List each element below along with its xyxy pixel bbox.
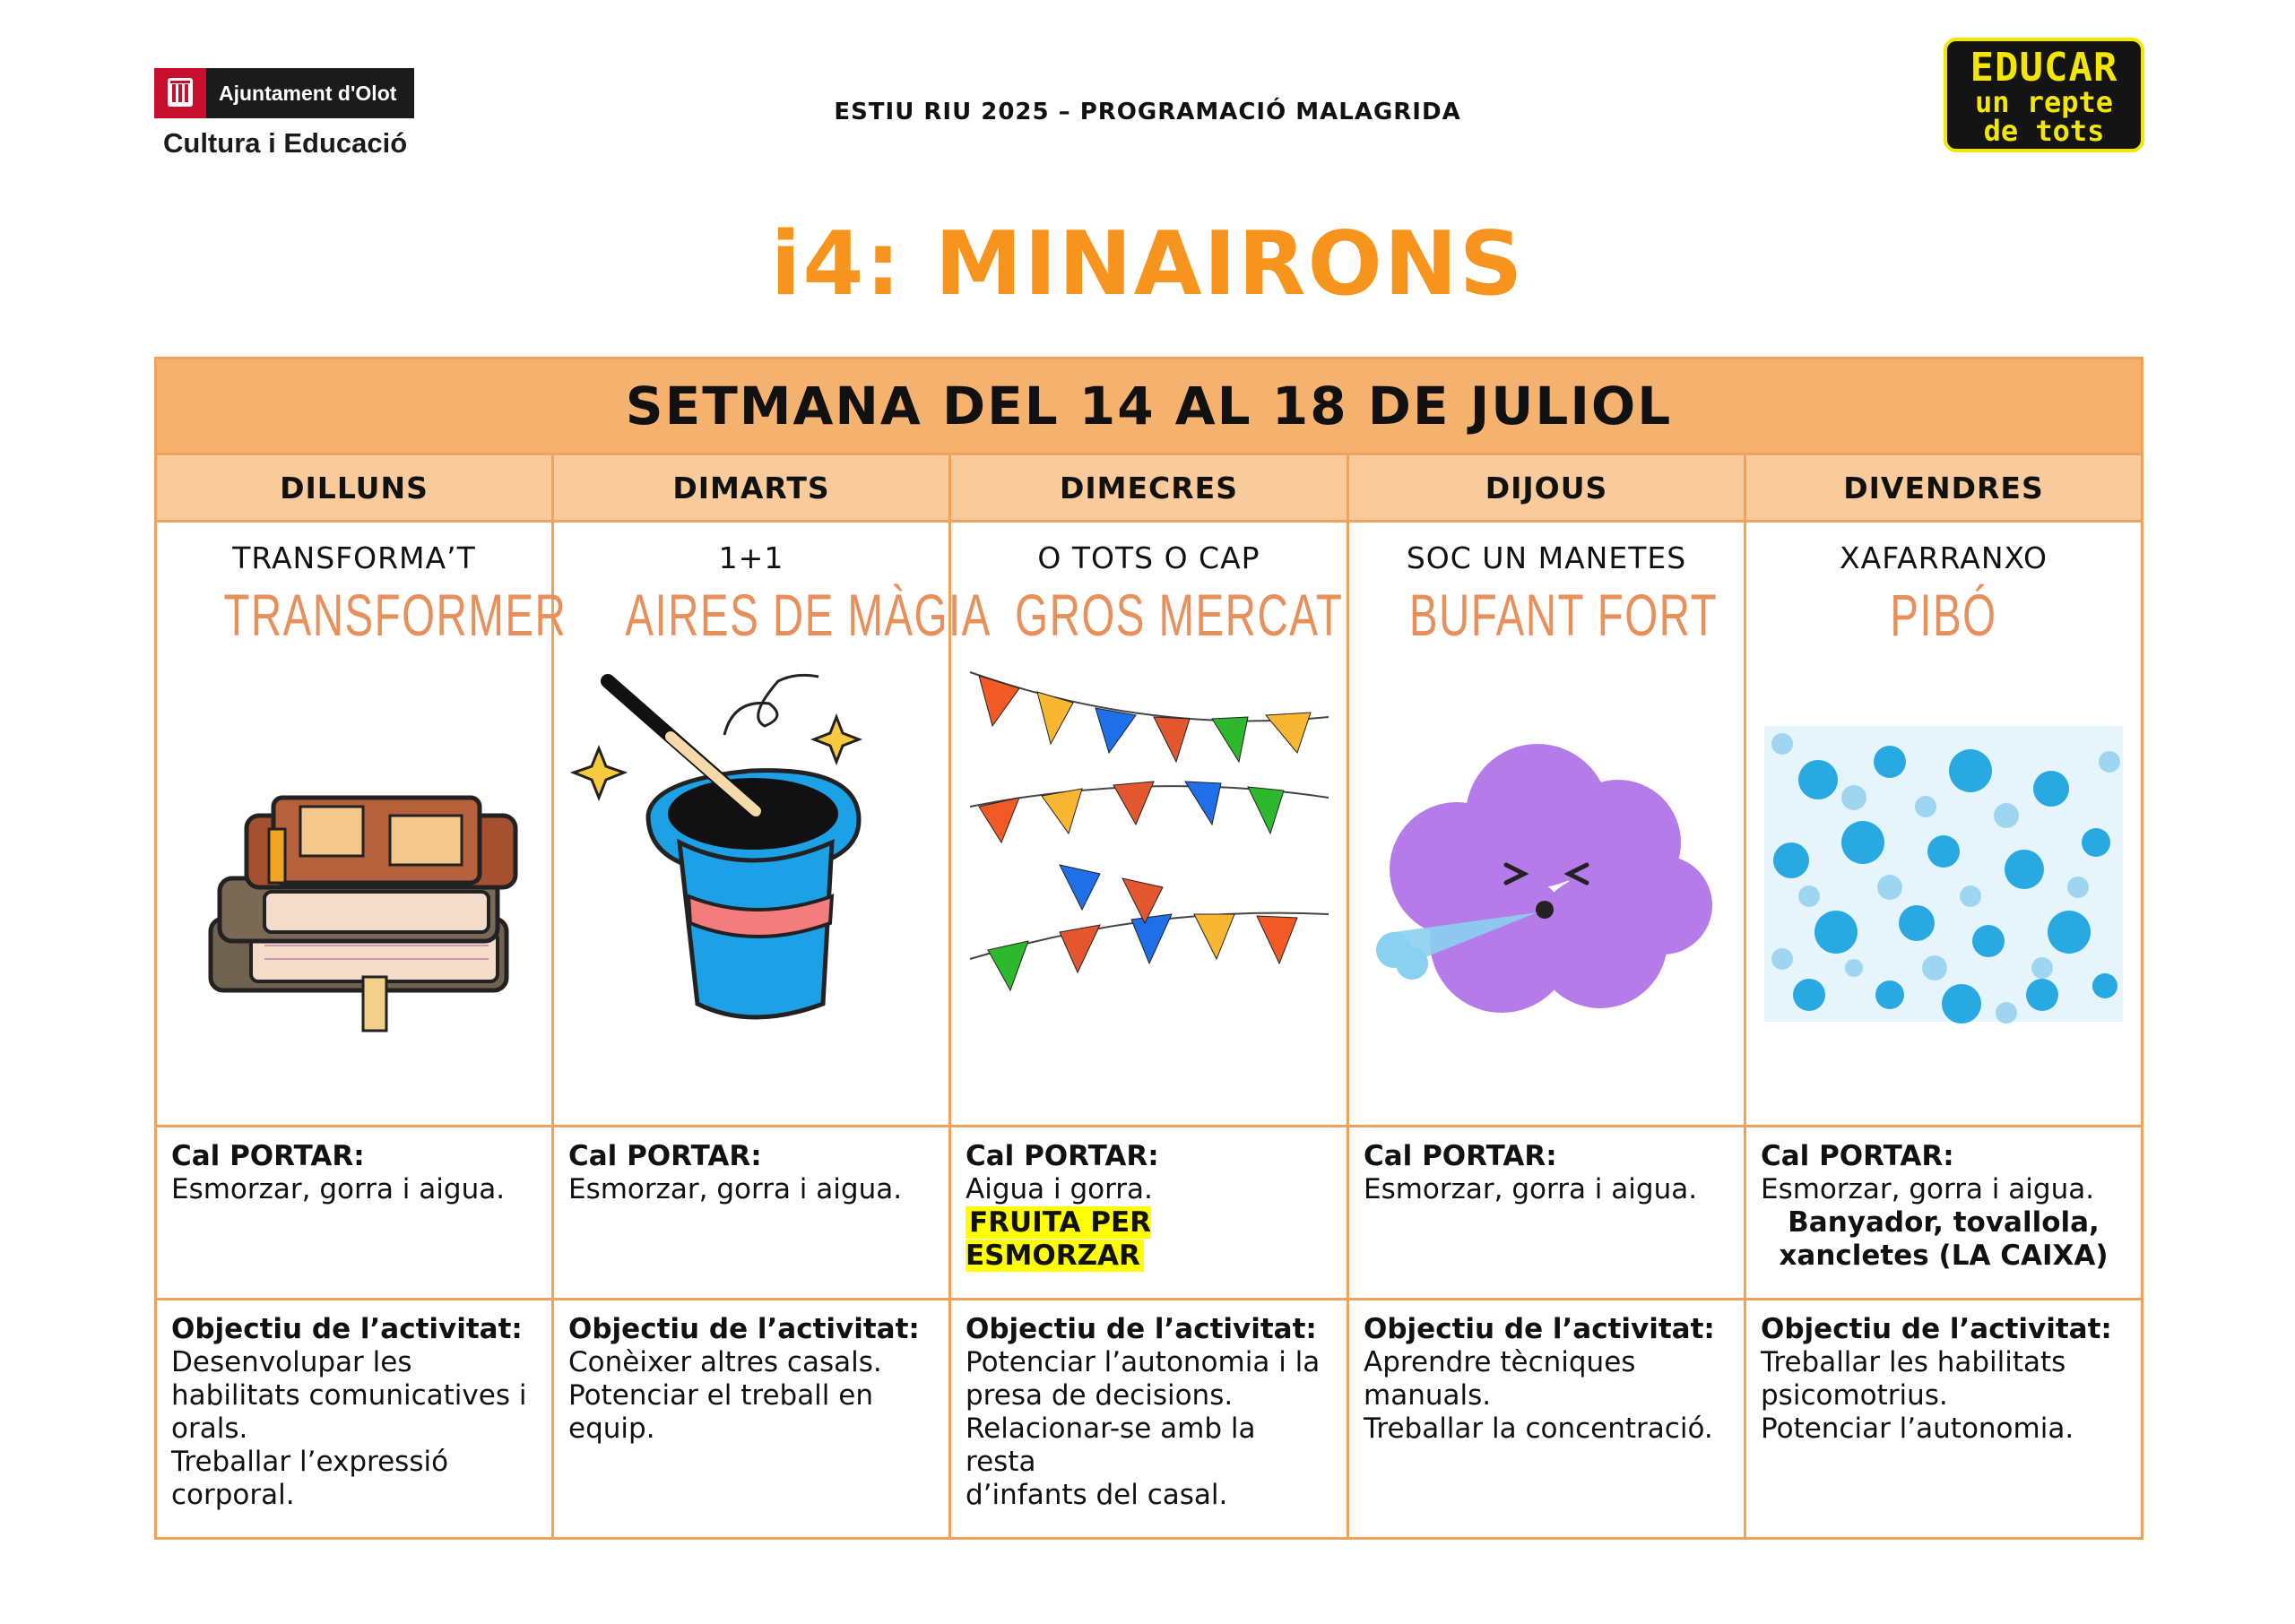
activity-cell — [950, 522, 1348, 1127]
objective-text: Aprendre tècniques manuals. Treballar la concentració. — [1364, 1346, 1713, 1445]
bring-cell — [1745, 1127, 2143, 1300]
activity-cell — [1348, 522, 1745, 1127]
weekly-schedule-table — [154, 357, 2143, 1540]
bring-text: Esmorzar, gorra i aigua. — [1761, 1173, 2095, 1205]
bring-label: Cal PORTAR: — [171, 1140, 365, 1172]
objective-text: Desenvolupar les habilitats comunicatives i orals. Treballar l’expressió corporal. — [171, 1346, 527, 1511]
activity-title: BUFANT FORT — [1408, 582, 1719, 648]
org-dept: Cultura i Educació — [163, 127, 408, 159]
objective-cell — [1348, 1300, 1745, 1539]
objective-cell — [950, 1300, 1348, 1539]
objective-text: Conèixer altres casals. Potenciar el treball en equip. — [568, 1346, 882, 1445]
week-header: SETMANA DEL 14 AL 18 DE JULIOL — [156, 358, 2143, 454]
activity-subtitle: 1+1 — [718, 540, 784, 575]
blowing-cloud-icon — [1358, 663, 1735, 1075]
activity-title: TRANSFORMER — [223, 582, 567, 648]
objective-text: Treballar les habilitats psicomotrius. Potenciar l’autonomia. — [1761, 1346, 2074, 1445]
day-header: DIMARTS — [553, 454, 950, 522]
objective-label: Objectiu de l’activitat: — [1364, 1313, 1715, 1345]
activity-cell — [1745, 522, 2143, 1127]
bunting-flags-icon — [961, 663, 1338, 1075]
bring-label: Cal PORTAR: — [568, 1140, 762, 1172]
activity-subtitle: XAFARRANXO — [1840, 540, 2048, 575]
bring-text: Esmorzar, gorra i aigua. — [568, 1173, 903, 1205]
books-icon — [166, 663, 542, 1075]
bring-highlight: FRUITA PER ESMORZAR — [966, 1206, 1152, 1272]
bring-text: Esmorzar, gorra i aigua. — [1364, 1173, 1698, 1205]
bring-extra: Banyador, tovallola, xancletes (LA CAIXA) — [1779, 1206, 2109, 1272]
bring-label: Cal PORTAR: — [966, 1140, 1159, 1172]
bring-text: Aigua i gorra. — [966, 1173, 1153, 1205]
educar-logo-line1: EDUCAR — [1970, 45, 2118, 91]
objective-row — [156, 1300, 2143, 1539]
bring-cell — [950, 1127, 1348, 1300]
bring-cell — [1348, 1127, 1745, 1300]
activity-row — [156, 522, 2143, 1127]
objective-cell — [156, 1300, 553, 1539]
group-title: i4: MINAIRONS — [770, 213, 1525, 315]
activity-subtitle: TRANSFORMA’T — [232, 540, 476, 575]
activity-cell — [156, 522, 567, 1127]
bring-text: Esmorzar, gorra i aigua. — [171, 1173, 506, 1205]
objective-label: Objectiu de l’activitat: — [1761, 1313, 2112, 1345]
activity-cell — [553, 522, 992, 1127]
objective-label: Objectiu de l’activitat: — [966, 1313, 1317, 1345]
educar-logo-line2: un repte — [1974, 85, 2114, 119]
document-title: ESTIU RIU 2025 – PROGRAMACIÓ MALAGRIDA — [834, 99, 1461, 125]
activity-title: PIBÓ — [1890, 582, 1997, 648]
objective-label: Objectiu de l’activitat: — [171, 1313, 523, 1345]
educar-logo-line3: de tots — [1983, 114, 2105, 148]
objective-label: Objectiu de l’activitat: — [568, 1313, 920, 1345]
bring-label: Cal PORTAR: — [1364, 1140, 1557, 1172]
day-header: DIMECRES — [950, 454, 1348, 522]
day-header: DIVENDRES — [1745, 454, 2143, 522]
day-header-row — [156, 454, 2143, 522]
org-name: Ajuntament d'Olot — [219, 81, 397, 105]
activity-title: AIRES DE MÀGIA — [625, 582, 992, 648]
magic-hat-icon — [563, 663, 940, 1075]
objective-cell — [1745, 1300, 2143, 1539]
day-header: DILLUNS — [156, 454, 553, 522]
objective-text: Potenciar l’autonomia i la presa de decisions. Relacionar-se amb la resta d’infants del casal. — [966, 1346, 1321, 1511]
bring-row — [156, 1127, 2143, 1300]
objective-cell — [553, 1300, 950, 1539]
bring-cell — [553, 1127, 950, 1300]
educar-logo — [1944, 38, 2144, 152]
week-header-row — [156, 358, 2143, 454]
activity-subtitle: O TOTS O CAP — [1037, 540, 1260, 575]
activity-subtitle: SOC UN MANETES — [1406, 540, 1687, 575]
bring-label: Cal PORTAR: — [1761, 1140, 1954, 1172]
activity-title: GROS MERCAT — [1015, 582, 1344, 648]
bring-cell — [156, 1127, 553, 1300]
bubbles-icon — [1755, 663, 2132, 1075]
day-header: DIJOUS — [1348, 454, 1745, 522]
